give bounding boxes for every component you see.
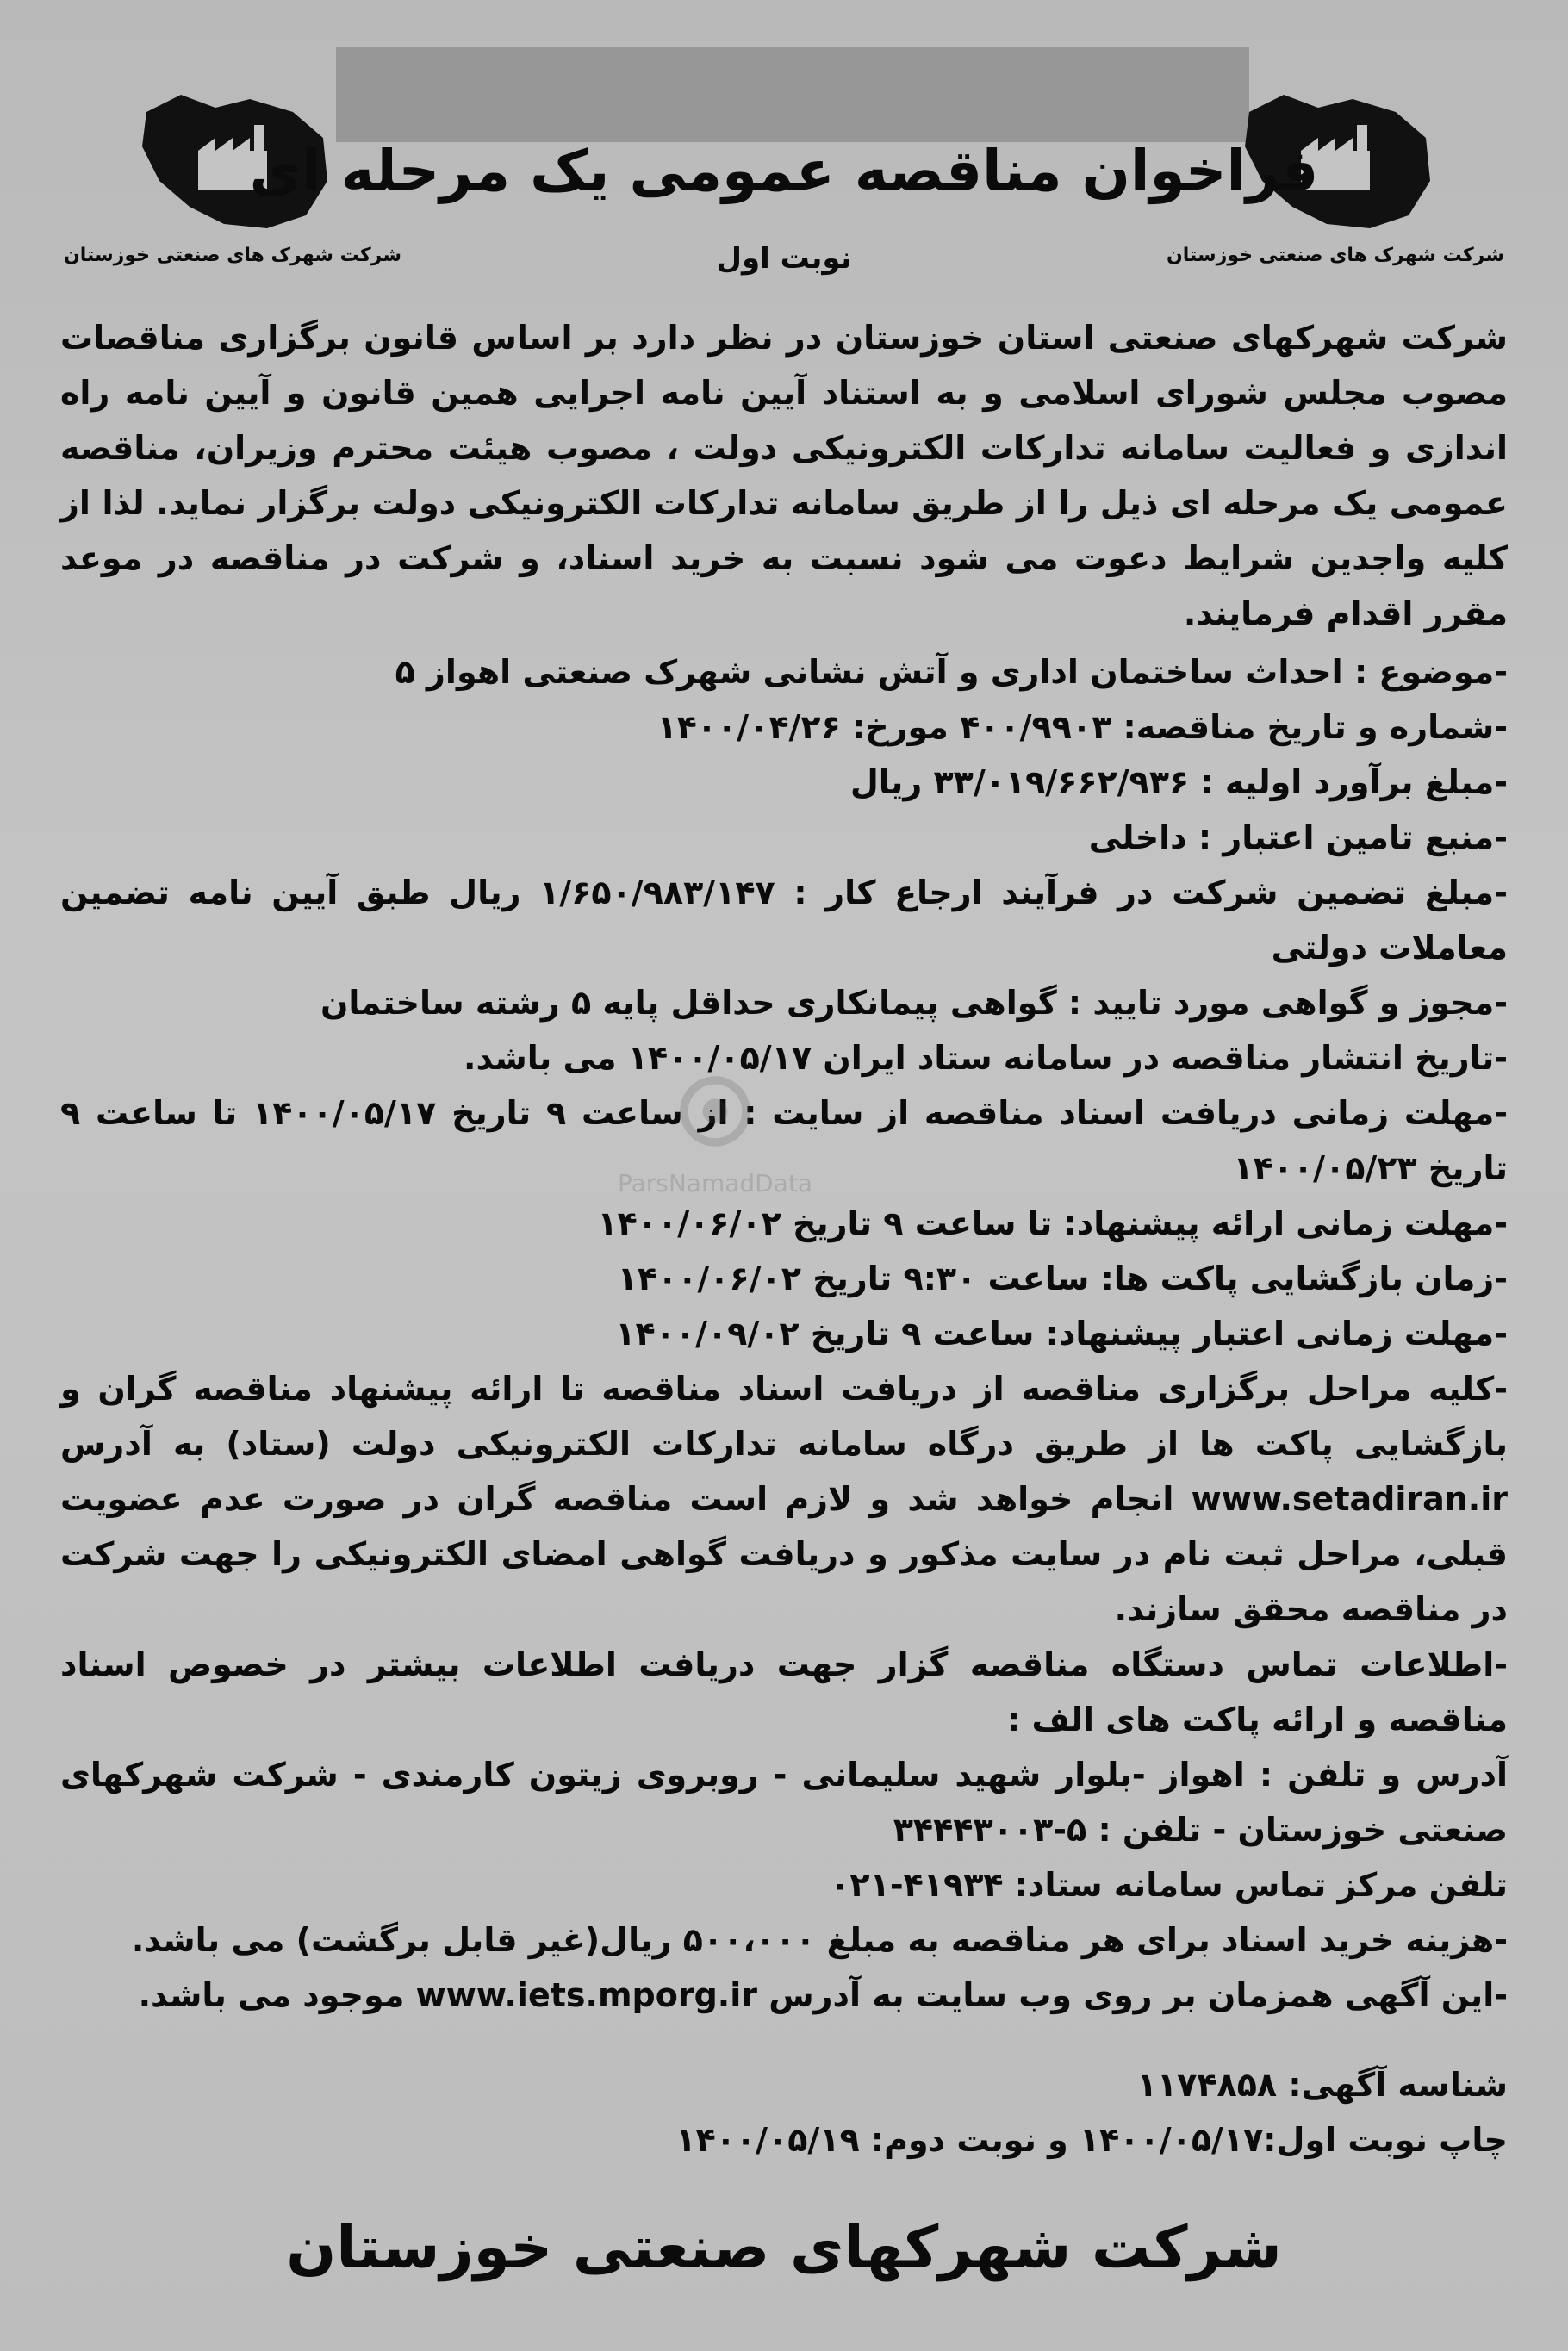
spacer [60,2023,1508,2057]
item-document-fee: -هزینه خرید اسناد برای هر مناقصه به مبلغ ۵۰۰،۰۰۰ ریال(غیر قابل برگشت) می باشد. [131,1921,1508,1959]
item-guarantee: -مبلغ تضمین شرکت در فرآیند ارجاع کار : ۱/۶۵۰/۹۸۳/۱۴۷ ریال طبق آیین نامه تضمین معاملات دولتی [60,874,1508,967]
item-opening-time: -زمان بازگشایی پاکت ها: ساعت ۹:۳۰ تاریخ ۱۴۰۰/۰۶/۰۲ [617,1259,1508,1297]
watermark [603,1060,827,1284]
notice-title: فراخوان مناقصه عمومی یک مرحله ای [249,138,1319,204]
item-funding-source: -منبع تامین اعتبار : داخلی [1088,818,1508,856]
print-dates: چاپ نوبت اول:۱۴۰۰/۰۵/۱۷ و نوبت دوم: ۱۴۰۰/۰۵/۱۹ [675,2121,1508,2159]
logo-caption-left: شرکت شهرک های صنعتی خوزستان [64,245,401,266]
item-subject: -موضوع : احداث ساختمان اداری و آتش نشانی شهرک صنعتی اهواز ۵ [395,653,1508,691]
item-estimate: -مبلغ برآورد اولیه : ۳۳/۰۱۹/۶۶۲/۹۳۶ ریال [849,763,1508,801]
notice-header [60,0,1508,310]
notice-subtitle: نوبت اول [716,241,852,276]
item-website: -این آگهی همزمان بر روی وب سایت به آدرس www.iets.mporg.ir موجود می باشد. [138,1976,1508,2014]
item-bid-validity: -مهلت زمانی اعتبار پیشنهاد: ساعت ۹ تاریخ ۱۴۰۰/۰۹/۰۲ [615,1315,1508,1353]
watermark-text: ParsNamadData [617,1169,813,1197]
item-process-portal: -کلیه مراحل برگزاری مناقصه از دریافت اسناد مناقصه تا ارائه پیشنهاد مناقصه گران و بازگشایی پاکت ها از طریق درگاه سامانه تدارکات الکترونیکی دولت (ستاد) به آدرس www.setadiran.ir انجام خواهد شد و لازم است مناقصه گران در صورت عدم عضویت قبلی، مراحل ثبت نام در سایت مذکور و دریافت گواهی امضای الکترونیکی را جهت شرکت در مناقصه محقق سازند. [60,1370,1508,1628]
item-address: آدرس و تلفن : اهواز -بلوار شهید سلیمانی - روبروی زیتون کارمندی - شرکت شهرکهای صنعتی خوزستان - تلفن : ۵-۳۴۴۴۳۰۰۳ [60,1756,1508,1849]
item-certificate: -مجوز و گواهی مورد تایید : گواهی پیمانکاری حداقل پایه ۵ رشته ساختمان [320,984,1508,1022]
intro-paragraph: شرکت شهرکهای صنعتی استان خوزستان در نظر دارد بر اساس قانون برگزاری مناقصات مصوب مجلس شورای اسلامی و به استناد آیین نامه اجرایی همین قانون و آیین نامه راه اندازی و فعالیت سامانه تدارکات الکترونیکی دولت ، مصوب هیئت محترم وزیران، مناقصه عمومی یک مرحله ای ذیل را از طریق سامانه تدارکات الکترونیکی دولت برگزار نماید. لذا از کلیه واجدین شرایط دعوت می شود نسبت به خرید اسناد، و شرکت در مناقصه در موعد مقرر اقدام فرمایند. [60,319,1508,632]
gear-watermark-icon [663,1060,767,1163]
item-bid-deadline: -مهلت زمانی ارائه پیشنهاد: تا ساعت ۹ تاریخ ۱۴۰۰/۰۶/۰۲ [597,1204,1508,1242]
item-document-window: -مهلت زمانی دریافت اسناد مناقصه از سایت : از ساعت ۹ تاریخ ۱۴۰۰/۰۵/۱۷ تا ساعت ۹ تاریخ ۱۴۰۰/۰۵/۲۳ [60,1094,1508,1187]
item-call-center: تلفن مرکز تماس سامانه ستاد: ۴۱۹۳۴-۰۲۱ [830,1866,1508,1904]
item-tender-number: -شماره و تاریخ مناقصه: ۴۰۰/۹۹۰۳ مورخ: ۱۴۰۰/۰۴/۲۶ [656,708,1508,746]
ad-id: شناسه آگهی: ۱۱۷۴۸۵۸ [1136,2066,1508,2104]
item-publish-date: -تاریخ انتشار مناقصه در سامانه ستاد ایران ۱۴۰۰/۰۵/۱۷ می باشد. [464,1039,1508,1077]
logo-caption-right: شرکت شهرک های صنعتی خوزستان [1167,245,1504,266]
item-contact-info: -اطلاعات تماس دستگاه مناقصه گزار جهت دریافت اطلاعات بیشتر در خصوص اسناد مناقصه و ارائه پاکت های الف : [60,1645,1508,1738]
signature: شرکت شهرکهای صنعتی خوزستان [286,2214,1282,2282]
